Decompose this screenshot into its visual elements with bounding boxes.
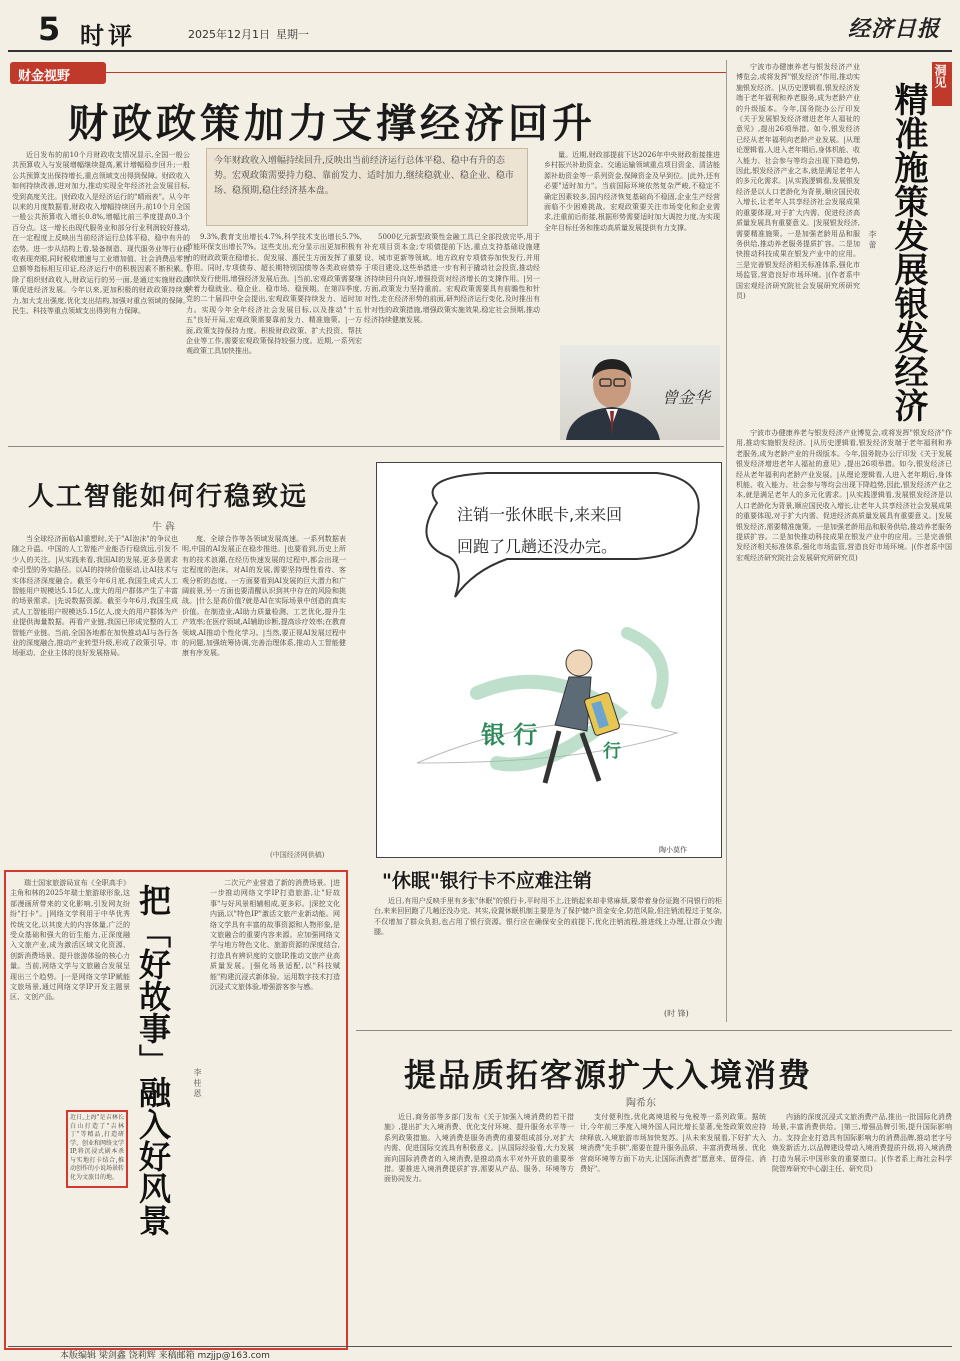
main-col4-text: 量。近期,财政部提前下达2026年中央财政衔接推进乡村振兴补助资金、交通运输领域重点项目资金、清洁能源补助资金等一系列资金,保障资金及早到位。|此外,还有必要"适时加力"。当前国际环境依然复杂严峻,不稳定不确定因素较多,国内经济恢复基础尚不稳固,企业生产经营面临不少困难挑战。宏观政策要关注市场变化和企业需求,注重前后衔接,根据形势需要适时加大调控力度,为实现全年目标任务和推动高质量发展提供有力支撑。 xyxy=(544,151,720,232)
right-body-text-cont: 宁波市办健康养老与银发经济产业博览会,或将发挥"银发经济"作用,推动实施银发经济。|从历史逻辑看,银发经济发端于老年福利和养老服务,成为老龄产业的升级版本。今年,国务院办公厅印发《关于发展银发经济增进老年人福祉的意见》,提出26项举措。如今,银发经济已经从老年福利向老龄产业发展。|从理论逻辑看,人进入老年期后,身体机能、收入能力、社会参与等均会出现下降趋势,因此,银发经济产业之本,就是满足老年人的多元化需求。|从实践逻辑看,发展银发经济是以人口老龄化为背景,顺应国民收入增长,让老年人共享经济社会发展成果的重要体现,对于扩大内需、促进经济高质量发展具有重要意义。|发展银发经济,需要精准施策。一是加强老龄用品和服务供给,推动养老服务提质扩容。二是加快推动科技成果在银发产业中的应用。三是完善银发经济相关标准体系,强化市场监管,营造良好市场环境。|(作者系中国宏观经济研究院社会发展研究所研究员) xyxy=(736,429,952,562)
consumption-col-1 xyxy=(384,1112,574,1348)
main-bottom-rule xyxy=(8,446,724,447)
dormant-headline: "休眠"银行卡不应难注销 xyxy=(382,870,592,892)
ai-byline: 牛 犇 xyxy=(152,522,176,533)
main-col1-text: 近日发布的前10个月财政收支情况显示,全国一般公共预算收入与发展增幅继续提高,累计增幅稳步回升;一般公共预算支出保持增长,重点领域支出得到保障。财政收入如何持续改善,进对加力,推动实现全年经济社会发展目标,受到高度关注。|财政收入是经济运行的"晴雨表"。从今年以来的月度数据看,财政收入增幅持续回升,前10个月全国一般公共预算收入增长0.8%,增幅比前三季度提高0.3个百分点。这一增长由现代服务业和部分行业利润较好推动,在一定程度上反映出当前经济运行总体平稳、稳中有升的态势。进一步从结构上看,装备制造、现代服务业等行业税收表现亮眼,同时税收增速与工业增加值、社会消费品零售总额等指标相互印证,经济运行中的积极因素不断积累。|除了组织财政收入,财政运行的另一面,是通过实施财政政策促进经济发展。今年以来,更加积极的财政政策持续发力,加大支出强度,优化支出结构,加强对重点领域的保障。民生、科技等重点领域支出得到有力保障。 xyxy=(12,151,190,316)
story-col1-text: 瑞士国家旅游局宣布《全职高手》主角和林的2025年瑞士旅游球形象,这部漫画所带来的文化影响,引发网友纷纷"打卡"。|网络文学利用于中华优秀传统文化,以其庞大的内容体量,广泛的受众基础和强大的衍生能力,正深度融入文旅产业,成为激活区域文化资源、创新消费场景、提升旅游体验的核心力量。当前,网络文学与文旅融合发展呈现出三个趋势。|一是网络文学IP赋能文旅场景,通过网络文学IP开发主题景区、文创产品。 xyxy=(10,879,130,1002)
page-number: 5 xyxy=(38,10,61,48)
masthead-rule xyxy=(8,50,952,52)
column-tag-label: 财金视野 xyxy=(18,69,71,84)
cartoon-bank-sign: 银 行 xyxy=(481,721,538,749)
date: 2025年12月1日 xyxy=(188,28,270,41)
dormant-byline: (时 锋) xyxy=(664,1009,689,1018)
paper-logo: 经济日报 xyxy=(848,16,941,42)
footer-rule xyxy=(8,1346,952,1347)
main-col2-text: 9.3%,教育支出增长4.7%,科学技术支出增长5.7%,节能环保支出增长7%。这些支出,充分显示出更加积极有力的财政政策在稳增长、促发展、惠民生方面发挥了重要作用。同时,专项债券、超长期特别国债等各类政府债券加快发行使用,增强经济发展后劲。|当前,宏观政策需要继续着力稳就业、稳企业、稳市场、稳预期。在第四季度,党的二十届四中全会提出,宏观政策要持续发力、适时加力。实现今年全年经济社会发展目标,以及推动"十五五"良好开局,宏观政策需要靠前发力、精准施策。|一方面,政策支持保持力度。积极财政政策、扩大投资、帮扶企业等工作,需要宏观政策保持较强力度。近期,一系列宏观政策工具加快推出。 xyxy=(186,233,362,356)
consumption-top-rule xyxy=(356,1030,952,1031)
story-headline: 把「好故事」融入好风景 xyxy=(134,884,172,1236)
consumption-col-2 xyxy=(580,1112,766,1348)
story-col2-text: 二次元产业营造了新的消费场景。|进一步推动网络文学IP打造旅游,让"好故事"与好风景相辅相成,更多彩。|深挖文化内涵,以"特色IP"激活文旅产业新动能。网络文学具有丰富的故事资源和人物形象,是文旅融合的重要内容来源。应加强网络文学与地方特色文化、旅游资源的深度结合,打造具有辨识度的文旅IP,推动文旅产业高质量发展。|强化场景适配,以"科技赋能"构建沉浸式新体验。运用数字技术打造沉浸式文旅体验,增强游客参与感。 xyxy=(210,879,340,992)
main-col-2 xyxy=(186,232,362,440)
story-note-box xyxy=(66,1110,128,1188)
ai-col1-text: 当全球经济面临AI重塑时,关于"AI泡沫"的争议也随之升温。中国的人工智能产业能否行稳致远,引发不少人的关注。|从实践来看,我国AI的发展,更多是需求牵引型的务实路径。以AI的持续价值驱动,让AI技术与实体经济深度融合。截至今年6月底,我国生成式人工智能用户规模达5.15亿人,庞大的用户群体产生了丰富的场景需求。|先说数据资源。截至今年6月,我国生成式人工智能用户规模达5.15亿人,庞大的用户群体为产业提供海量数据。再看产业链,我国已形成完整的人工智能产业链。当前,全国各地都在加快推动AI与各行各业的深度融合,推动产业转型升级,形成了政策引导、市场驱动、企业主体的良好发展格局。 xyxy=(12,535,178,658)
section-title: 时评 xyxy=(80,22,136,50)
consumption-col3-text: 内涵的深度沉浸式文旅消费产品,推出一批国际化消费场景,丰富消费供给。|第三,增强品牌引领,提升国际影响力。支持企业打造具有国际影响力的消费品牌,推动老字号焕发新活力,以品牌建设带动入境消费提质升级,将入境消费打造为展示中国形象的重要窗口。|(作者系上海社会科学院智库研究中心副主任、研究员) xyxy=(772,1113,952,1174)
consumption-col2-text: 支付便利性,优化离境退税与免税等一系列政策。据统计,今年前三季度入境外国人同比增长显著,免签政策效应持续释放,入境旅游市场加快复苏。|从未来发展看,下好扩大入境消费"先手棋",需要在提升服务品质、丰富消费场景、优化营商环境等方面下功夫,让国际消费者"愿意来、留得住、消费好"。 xyxy=(580,1113,766,1174)
story-note-text: 近日,上海"是吉林长白山打造了"吉林丁"等精品,打造研学、创业和网络文学IP,将沉浸式剧本杀与实地打卡结合,推动创作的小说场景转化为文旅目的地。 xyxy=(70,1114,124,1181)
cartoon-card-label: 行 xyxy=(603,741,621,762)
ai-source: (中国经济网供稿) xyxy=(270,851,325,859)
main-col-4 xyxy=(544,150,720,340)
ai-col-1 xyxy=(12,534,178,864)
summary-text: 今年财政收入增幅持续回升,反映出当前经济运行总体平稳、稳中有升的态势。宏观政策需要持力稳、靠前发力、适时加力,继续稳就业、稳企业、稳市场、稳预期,稳住经济基本盘。 xyxy=(214,156,514,196)
masthead xyxy=(0,0,960,52)
right-byline: 李 蕾 xyxy=(868,230,877,249)
column-tag-line xyxy=(106,72,726,73)
footer-editor: 本版编辑 梁剑鑫 饶莉辉 来稿邮箱 mzjjp@163.com xyxy=(60,1351,270,1361)
right-body-text: 宁波市办健康养老与银发经济产业博览会,或将发挥"银发经济"作用,推动实施银发经济。|从历史逻辑看,银发经济发端于老年福利和养老服务,成为老龄产业的升级版本。今年,国务院办公厅印发《关于发展银发经济增进老年人福祉的意见》,提出26项举措。如今,银发经济已经从老年福利向老龄产业发展。|从理论逻辑看,人进入老年期后,身体机能、收入能力、社会参与等均会出现下降趋势,因此,银发经济产业之本,就是满足老年人的多元化需求。|从实践逻辑看,发展银发经济是以人口老龄化为背景,顺应国民收入增长,让老年人共享经济社会发展成果的重要体现,对于扩大内需、促进经济高质量发展具有重要意义。|发展银发经济,需要精准施策。一是加强老龄用品和服务供给,推动养老服务提质扩容。二是加快推动科技成果在银发产业中的应用。三是完善银发经济相关标准体系,强化市场监管,营造良好市场环境。|(作者系中国宏观经济研究院社会发展研究所研究员) xyxy=(736,63,860,300)
author-signature: 曾金华 xyxy=(662,388,711,407)
ai-col2-text: 度、全球合作等各领域发展高速。一系列数据表明,中国的AI发展正在稳步推进。|也要看到,历史上所有的技术浪潮,在经历快速发展的过程中,都会出现一定程度的泡沫。对AI的发展,需要坚持理性看待、客观分析的态度。一方面要看到AI发展的巨大潜力和广阔前景,另一方面也要清醒认识到其中存在的风险和挑战。|什么是高价值?就是AI在实际场景中创造的真实价值。在制造业,AI助力质量检测、工艺优化,提升生产效率;在医疗领域,AI辅助诊断,提高诊疗效率;在教育领域,AI推动个性化学习。|当然,要正视AI发展过程中的问题,加强统筹协调,完善治理体系,推动人工智能健康有序发展。 xyxy=(182,535,346,658)
story-col-2 xyxy=(210,878,340,1340)
consumption-col-3 xyxy=(772,1112,952,1348)
cartoon-speech-text: 注销一张休眠卡,来来回回跑了几趟还没办完。 xyxy=(457,505,623,556)
author-photo xyxy=(560,345,720,440)
dormant-body-text: 近日,有用户反映手里有多张"休眠"的银行卡,平时用不上,注销起来却非常麻烦,要带着身份证跑不同银行的柜台,来来回回跑了几趟还没办完。其实,设置休眠机制主要是为了保护储户资金安全,防范风险,但注销流程过于复杂,不仅增加了群众负担,也占用了银行资源。银行应在确保安全的前提下,优化注销流程,推进线上办理,让群众少跑腿。 xyxy=(374,897,722,937)
ai-col-2 xyxy=(182,534,346,850)
right-body-top xyxy=(736,62,860,424)
story-byline: 李 桂 恩 xyxy=(193,1068,202,1098)
ai-headline: 人工智能如何行稳致远 xyxy=(28,482,309,512)
right-tag-label: 洞见 xyxy=(933,64,947,88)
cartoon-artist: 陶小莫作 xyxy=(659,846,687,854)
consumption-col1-text: 近日,商务部等多部门发布《关于加强入境消费的若干措施》,提出扩大入境消费、优化支付环境、提升服务水平等一系列政策措施。入境消费是服务消费的重要组成部分,对扩大内需、促进国际交流具有积极意义。|从国际经验看,大力发展面向国际消费者的入境消费,是推动高水平对外开放的重要举措。要推进入境消费提质扩容,需要从产品、服务、环境等方面协同发力。 xyxy=(384,1113,574,1184)
main-col-1 xyxy=(12,150,190,440)
right-headline: 精准施策发展银发经济 xyxy=(888,82,928,422)
right-body-bottom xyxy=(736,428,952,1020)
right-column-divider xyxy=(726,60,727,1022)
story-col-1 xyxy=(10,878,130,1340)
weekday: 星期一 xyxy=(276,28,309,41)
consumption-headline: 提品质拓客源扩大入境消费 xyxy=(404,1056,813,1094)
main-headline: 财政政策加力支撑经济回升 xyxy=(68,101,596,147)
consumption-byline: 陶希东 xyxy=(626,1098,656,1109)
dormant-body xyxy=(374,896,722,1014)
main-col-3 xyxy=(364,232,540,440)
main-col3-text: 5000亿元新型政策性金融工具已全部投放完毕,用于补充项目资本金;专项债提前下达,重点支持基础设施建设、城市更新等领域。地方政府专项债券加快发行,并用于项目建设,这些举措进一步有利于撬动社会投资,推动经济持续回升向好,增强投资对经济增长的支撑作用。|另一方面,政策发力坚持重前。宏观政策需要具有前瞻性和针对性,走在经济形势的前面,研判经济运行变化,及时推出有针对性的政策措施,增强政策实施效果,稳定社会预期,推动经济持续健康发展。 xyxy=(364,233,540,325)
cartoon-frame xyxy=(376,462,722,858)
